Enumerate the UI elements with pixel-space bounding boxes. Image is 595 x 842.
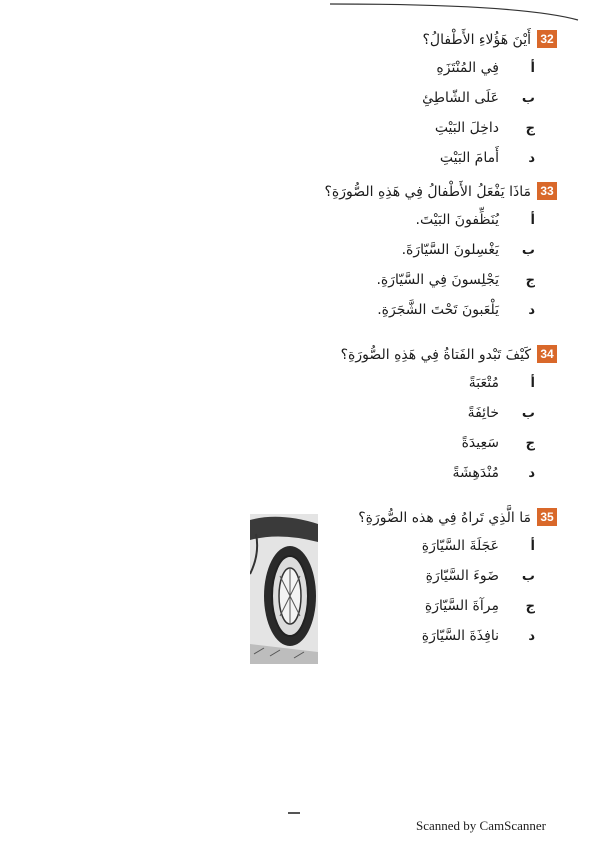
option-letter: ب: [521, 243, 535, 258]
option-text: سَعِيدَةً: [461, 435, 499, 451]
option-text: يَغْسِلونَ السَّيّارَةَ.: [401, 242, 499, 258]
question-number-badge: 33: [537, 182, 557, 200]
option-letter: ج: [525, 273, 535, 288]
question-34: [0, 343, 595, 489]
option-text: يَلْعَبونَ تَحْتَ الشَّجَرَةِ.: [377, 302, 499, 318]
car-wheel-icon: [250, 514, 318, 664]
option-text: يَجْلِسونَ فِي السَّيّارَةِ.: [376, 272, 499, 288]
question-number-badge: 32: [537, 30, 557, 48]
option-letter: ب: [521, 406, 535, 421]
question-text: مَا الَّذِي تَراهُ فِي هذه الصُّورَةِ؟: [358, 510, 531, 526]
option-letter: ج: [525, 599, 535, 614]
car-wheel-illustration: [250, 514, 318, 664]
answer-option-b[interactable]: [0, 84, 595, 114]
answer-option-a[interactable]: [0, 54, 595, 84]
option-letter: ب: [521, 569, 535, 584]
option-text: أَمامَ البَيْتِ: [439, 150, 499, 166]
option-text: عَجَلَةَ السَّيّارَةِ: [421, 538, 499, 554]
option-letter: أ: [530, 376, 535, 391]
question-text: أَيْنَ هَؤُلاءِ الأَطْفالُ؟: [422, 32, 531, 48]
option-text: ضَوءَ السَّيّارَةِ: [425, 568, 499, 584]
question-header: [0, 28, 595, 54]
option-text: فِي المُنْتَزَهِ: [436, 60, 499, 76]
option-letter: ج: [525, 121, 535, 136]
option-letter: د: [528, 629, 535, 644]
answer-option-c[interactable]: [0, 114, 595, 144]
option-text: خائِفَةً: [467, 405, 499, 421]
option-letter: أ: [530, 539, 535, 554]
question-number-badge: 35: [537, 508, 557, 526]
option-letter: د: [528, 151, 535, 166]
question-text: مَاذَا يَفْعَلُ الأَطْفالُ فِي هَذِهِ الصُّورَةِ؟: [324, 184, 531, 200]
option-letter: د: [528, 303, 535, 318]
answer-option-a[interactable]: [0, 369, 595, 399]
answer-option-c[interactable]: [0, 429, 595, 459]
option-text: مِرآةَ السَّيّارَةِ: [424, 598, 499, 614]
option-text: داخِلَ البَيْتِ: [434, 120, 499, 136]
question-33: [0, 180, 595, 326]
answer-option-b[interactable]: [0, 399, 595, 429]
option-letter: ج: [525, 436, 535, 451]
answer-option-c[interactable]: [0, 266, 595, 296]
option-text: نافِذَةَ السَّيّارَةِ: [421, 628, 499, 644]
option-letter: أ: [530, 213, 535, 228]
answer-option-d[interactable]: [0, 144, 595, 174]
option-letter: د: [528, 466, 535, 481]
question-number-badge: 34: [537, 345, 557, 363]
option-text: عَلَى الشّاطِئِ: [422, 90, 499, 106]
option-letter: ب: [521, 91, 535, 106]
scanner-watermark: Scanned by CamScanner: [416, 818, 546, 833]
option-text: يُنَظِّفونَ البَيْتَ.: [415, 212, 499, 228]
option-letter: أ: [530, 61, 535, 76]
question-32: [0, 28, 595, 174]
question-text: كَيْفَ تَبْدو الفَتاةُ فِي هَذِهِ الصُّورَةِ؟: [340, 347, 531, 363]
question-header: [0, 180, 595, 206]
answer-option-b[interactable]: [0, 236, 595, 266]
answer-option-d[interactable]: [0, 459, 595, 489]
question-header: [0, 343, 595, 369]
option-text: مُتْعَبَةً: [468, 375, 499, 391]
answer-option-d[interactable]: [0, 296, 595, 326]
option-text: مُنْدَهِشَةً: [452, 465, 499, 481]
page-mark: [288, 812, 300, 814]
answer-option-a[interactable]: [0, 206, 595, 236]
